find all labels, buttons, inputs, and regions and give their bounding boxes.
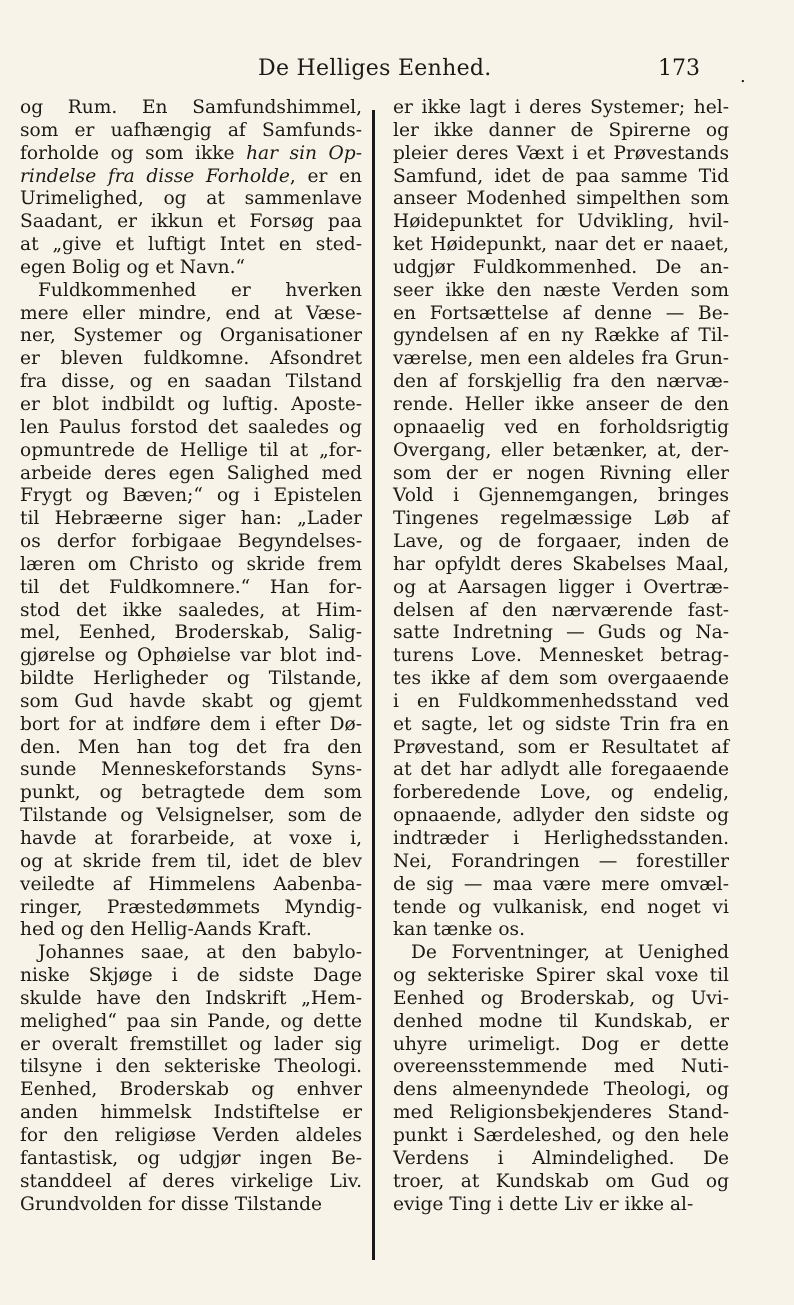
left-column-line: læren om Christo og skride frem (20, 553, 362, 575)
left-column-line: Saadant, er ikkun et Forsøg paa (20, 211, 362, 233)
left-column-line: ner, Systemer og Organisationer (20, 325, 362, 347)
left-column-line: for den religiøse Verden aldeles (20, 1124, 362, 1146)
right-column-line: De Forventninger, at Uenighed (411, 942, 729, 964)
left-column-line: Urimelighed, og at sammenlave (20, 188, 362, 210)
right-column-line: forberedende Love, og endelig, (393, 782, 729, 804)
left-column-line: punkt, og betragtede dem som (20, 782, 362, 804)
right-column-line: gyndelsen af en ny Række af Til- (393, 325, 729, 347)
right-column-line: pleier deres Væxt i et Prøvestands (393, 142, 729, 164)
left-column-line: tilsyne i den sekteriske Theologi. (20, 1056, 362, 1078)
right-column-line: delsen af den nærværende fast- (393, 599, 729, 621)
left-column-line: rindelse fra disse Forholde, er en (20, 165, 362, 187)
right-column-line: en Fortsættelse af denne — Be- (393, 302, 729, 324)
left-column-line: Grundvolden for disse Tilstande (20, 1193, 323, 1215)
right-column-line: værelse, men een aldeles fra Grun- (393, 348, 729, 370)
stray-mark: . (740, 66, 746, 87)
right-column-line: som der er nogen Rivning eller (393, 462, 729, 484)
right-column-line: Overgang, eller betænker, at, der- (393, 439, 729, 461)
right-column-line: med Religionsbekjenderes Stand- (393, 1102, 729, 1124)
right-column-line: turens Love. Mennesket betrag- (393, 645, 729, 667)
right-column-line: Vold i Gjennemgangen, bringes (393, 485, 729, 507)
right-column-line: opnaaelig ved en forholdsrigtig (393, 416, 729, 438)
left-column-line: len Paulus forstod det saaledes og (20, 416, 362, 438)
left-column-line: havde at forarbeide, at voxe i, (20, 828, 362, 849)
left-column-line: stod det ikke saaledes, at Him- (20, 599, 362, 621)
right-column-line: indtræder i Herlighedsstanden. (393, 828, 729, 849)
left-column-line: den. Men han tog det fra den (20, 736, 362, 758)
left-column-line: bildte Herligheder og Tilstande, (20, 668, 362, 690)
right-column-line: dens almeenyndede Theologi, og (393, 1079, 729, 1101)
right-column-line: tende og vulkanisk, end noget vi (393, 896, 729, 918)
left-column-line: veiledte af Himmelens Aabenba- (20, 873, 362, 895)
left-column-line: Eenhed, Broderskab og enhver (20, 1079, 362, 1101)
right-column-line: tes ikke af dem som overgaaende (393, 668, 729, 690)
left-column-line: er bleven fuldkomne. Afsondret (20, 348, 362, 370)
right-column-line: uhyre urimeligt. Dog er dette (393, 1033, 729, 1055)
left-column-line: Frygt og Bæven;“ og i Epistelen (20, 485, 362, 507)
left-column-line: fra disse, og en saadan Tilstand (20, 371, 362, 393)
left-column-line: som er uafhængig af Samfunds- (20, 119, 362, 141)
left-column-line: og Rum. En Samfundshimmel, (20, 97, 362, 118)
right-column-line: satte Indretning — Guds og Na- (393, 622, 729, 644)
right-column-line: punkt i Særdeleshed, og den hele (393, 1124, 729, 1146)
right-column-line: har opfyldt deres Skabelses Maal, (393, 553, 729, 575)
left-column-line: til Hebræerne siger han: „Lader (20, 508, 362, 530)
right-column-line: evige Ting i dette Liv er ikke al- (393, 1193, 694, 1215)
left-column-line: standdeel af deres virkelige Liv. (20, 1170, 362, 1192)
right-column-line: er ikke lagt i deres Systemer; hel- (393, 97, 729, 118)
left-column-line: arbeide deres egen Salighed med (20, 462, 362, 484)
right-column-line: udgjør Fuldkommenhed. De an- (393, 256, 729, 278)
left-column-line: gjørelse og Ophøielse var blot ind- (20, 645, 362, 667)
left-column-line: forholde og som ikke har sin Op- (20, 142, 362, 164)
right-column (393, 97, 729, 1216)
left-column-line: er blot indbildt og luftig. Aposte- (20, 393, 362, 415)
left-column-line: os derfor forbigaae Begyndelses- (20, 531, 362, 553)
right-column-line: seer ikke den næste Verden som (393, 279, 729, 301)
right-column-line: kan tænke os. (393, 919, 525, 941)
right-column-line: ler ikke danner de Spirerne og (393, 119, 729, 141)
right-column-line: at det har adlydt alle foregaaende (393, 759, 729, 781)
right-column-line: overeensstemmende med Nuti- (393, 1056, 729, 1078)
right-column-line: rende. Heller ikke anseer de den (393, 393, 729, 415)
left-column-line: er overalt fremstillet og lader sig (20, 1033, 362, 1055)
right-column-line: denhed modne til Kundskab, er (393, 1010, 729, 1032)
right-column-line: anseer Modenhed simpelthen som (393, 188, 729, 210)
right-column-line: og sekteriske Spirer skal voxe til (393, 965, 729, 987)
left-column-line: opmuntrede de Hellige til at „for- (20, 439, 362, 461)
left-column-line: fantastisk, og udgjør ingen Be- (20, 1147, 362, 1169)
right-column-line: troer, at Kundskab om Gud og (393, 1170, 729, 1192)
right-column-line: Samfund, idet de paa samme Tid (393, 165, 729, 187)
left-column-line: niske Skjøge i de sidste Dage (20, 965, 362, 987)
left-column-line: sunde Menneskeforstands Syns- (20, 759, 362, 781)
right-column-line: Tingenes regelmæssige Løb af (393, 508, 729, 530)
right-column-line: opnaaende, adlyder den sidste og (393, 805, 729, 827)
right-column-line: ket Høidepunkt, naar det er naaet, (393, 234, 729, 256)
left-column-line: at „give et luftigt Intet en sted- (20, 234, 362, 256)
left-column-line: mere eller mindre, end at Væse- (20, 302, 362, 324)
left-column-line: mel, Eenhed, Broderskab, Salig- (20, 622, 362, 644)
right-column-line: Verdens i Almindelighed. De (393, 1147, 729, 1169)
right-column-line: Høidepunktet for Udvikling, hvil- (393, 211, 729, 233)
right-column-line: Prøvestand, som er Resultatet af (393, 736, 729, 758)
right-column-line: og at Aarsagen ligger i Overtræ- (393, 576, 729, 598)
right-column-line: den af forskjellig fra den nærvæ- (393, 371, 729, 393)
left-column-line: som Gud havde skabt og gjemt (20, 690, 362, 712)
left-column-line: bort for at indføre dem i efter Dø- (20, 713, 362, 735)
left-column-line: Johannes saae, at den babylo- (38, 942, 362, 964)
right-column-line: Nei, Forandringen — forestiller (393, 850, 729, 872)
left-column (20, 97, 362, 1216)
running-header (0, 56, 794, 92)
left-column-line: anden himmelsk Indstiftelse er (20, 1102, 362, 1124)
column-divider (372, 110, 375, 1260)
left-column-line: egen Bolig og et Navn.“ (20, 256, 246, 278)
left-column-line: hed og den Hellig-Aands Kraft. (20, 919, 312, 941)
right-column-line: i en Fuldkommenhedsstand ved (393, 690, 729, 712)
left-column-line: melighed“ paa sin Pande, og dette (20, 1010, 362, 1032)
left-column-line: ringer, Præstedømmets Myndig- (20, 896, 362, 918)
right-column-line: Lave, og de forgaaer, inden de (393, 531, 729, 553)
left-column-line: til det Fuldkomnere.“ Han for- (20, 576, 362, 598)
page-number: 173 (658, 56, 700, 81)
running-title: De Helliges Eenhed. (258, 56, 492, 81)
left-column-line: skulde have den Indskrift „Hem- (20, 987, 362, 1009)
right-column-line: et sagte, let og sidste Trin fra en (393, 713, 729, 735)
right-column-line: de sig — maa være mere omvæl- (393, 873, 729, 895)
left-column-line: og at skride frem til, idet de blev (20, 850, 362, 872)
right-column-line: Eenhed og Broderskab, og Uvi- (393, 987, 729, 1009)
left-column-line: Tilstande og Velsignelser, som de (20, 805, 362, 827)
left-column-line: Fuldkommenhed er hverken (38, 279, 362, 301)
